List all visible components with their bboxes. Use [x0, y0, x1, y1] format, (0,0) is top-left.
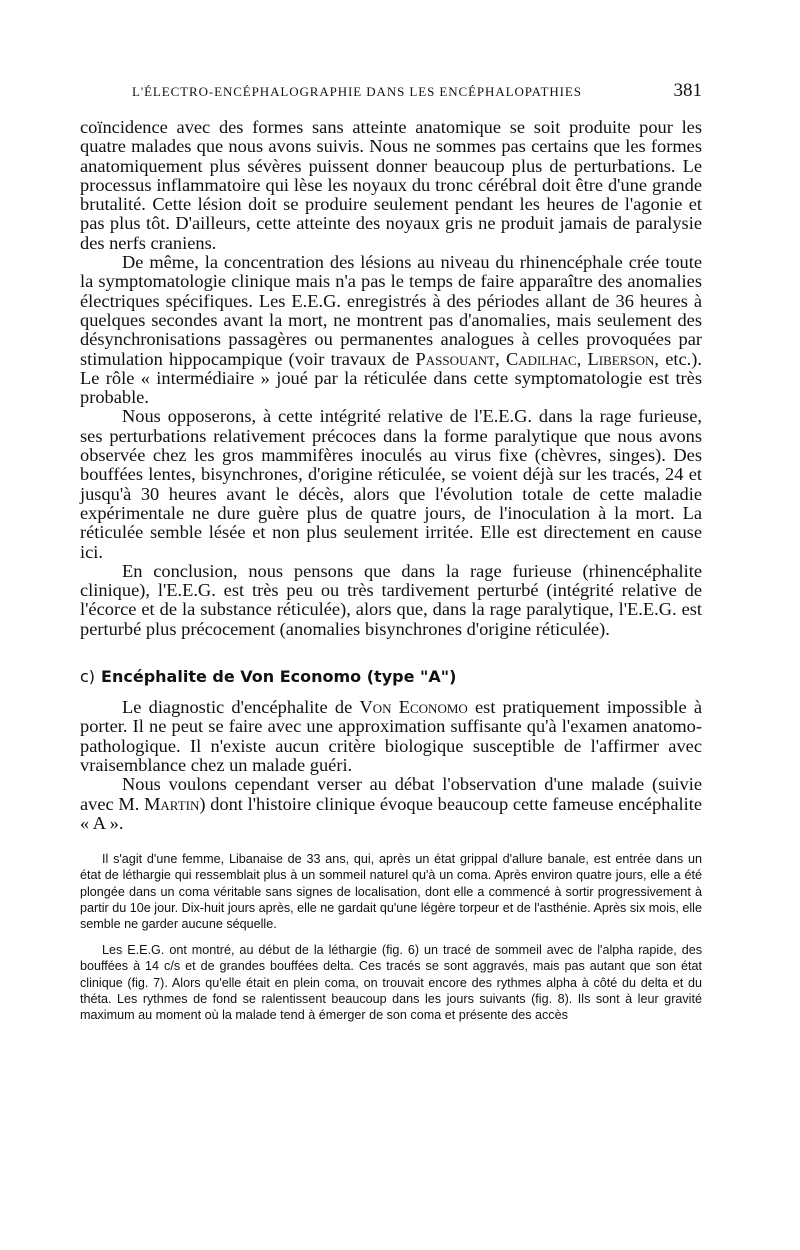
author-name: Martin	[144, 793, 200, 814]
author-name: Liberson	[587, 348, 655, 369]
running-header	[80, 80, 702, 102]
paragraph-rhinencephale	[80, 253, 702, 407]
paragraph-text: , etc.). Le rôle « intermédiaire » joué par la réticulée dans cette symptomatologie est très probable.	[80, 348, 702, 408]
section-label: c)	[80, 667, 96, 687]
paragraph-observation	[80, 775, 702, 833]
paragraph-continuation: coïncidence avec des formes sans atteinte anatomique se soit produite pour les quatre malades que nous avons suivis. Nous ne sommes pas certains que les formes anatomiquement plus sévères puissent donner beaucoup plus de perturbations. Le processus inflammatoire qui lèse les noyaux du tronc cérébral doit être d'une grande brutalité. Cette lésion doit se produire seulement pendant les heures de l'agonie et pas plus tôt. D'ailleurs, cette atteinte des noyaux gris ne produit jamais de paralysie des nerfs craniens.	[80, 117, 702, 253]
section-title: Encéphalite de Von Economo (type "A")	[101, 667, 457, 687]
running-title: L'ÉLECTRO-ENCÉPHALOGRAPHIE DANS LES ENCÉPHALOPATHIES	[132, 84, 582, 99]
paragraph-text: est pratiquement impossible à porter. Il ne peut se faire avec une approximation suffisante qu'à l'examen anatomo-pathologique. Il n'existe aucun critère biologique susceptible de l'affirmer avec vraisemblance chez un malade guéri.	[80, 697, 702, 775]
paragraph-text: De même, la concentration des lésions au niveau du rhinencéphale crée toute la symptomatologie clinique mais n'a pas le temps de faire apparaître des anomalies électriques spécifiques. Les E.E.G. enregistrés à des périodes allant de 36 heures à quelques secondes avant la mort, ne montrent pas d'anomalies, mais seulement des désynchronisations passagères ou permanentes analogues à celles provoquées par stimulation hippocampique (voir travaux de	[80, 252, 702, 369]
case-report-paragraph: Il s'agit d'une femme, Libanaise de 33 ans, qui, après un état grippal d'allure banale, est entrée dans un état de léthargie qui ressemblait plus à un sommeil naturel qu'à un coma. Après environ quatre jours, elle a été plongée dans un coma véritable sans signes de localisation, dont elle a commencé à sortir progressivement à partir du 10e jour. Dix-huit jours après, elle ne gardait qu'une légère torpeur et de l'asthénie. Après six mois, elle semble ne garder aucune séquelle.	[80, 852, 702, 931]
paragraph-diagnostic	[80, 698, 702, 775]
eeg-findings-paragraph: Les E.E.G. ont montré, au début de la léthargie (fig. 6) un tracé de sommeil avec de l'alpha rapide, des bouffées à 14 c/s et de grandes bouffées delta. Ces tracés se sont aggravés, mais pas autant que son état clinique (fig. 7). Alors qu'elle était en plein coma, on trouvait encore des rythmes alpha à côté du delta et du théta. Les rythmes de fond se ralentissent beaucoup dans les jours suivants (fig. 8). Ils sont à leur gravité maximum au moment où la malade tend à émerger de son coma et présente des accès	[80, 943, 702, 1022]
author-name: Von Economo	[359, 697, 468, 718]
paragraph-rage-paralytique: Nous opposerons, à cette intégrité relative de l'E.E.G. dans la rage furieuse, ses perturbations relativement précoces dans la forme paralytique que nous avons observée chez les gros mammifères inoculés au virus fixe (chèvres, singes). Des bouffées lentes, bisynchrones, d'origine réticulée, se voient déjà sur les tracés, 24 et jusqu'à 30 heures avant le décès, alors que l'évolution totale de cette maladie expérimentale ne dure guère plus de quatre jours, de l'inoculation à la mort. La réticulée semble lésée et non plus seulement irritée. Elle est directement en cause ici.	[80, 406, 702, 562]
paragraph-conclusion: En conclusion, nous pensons que dans la rage furieuse (rhinencéphalite clinique), l'E.E.G. est très peu ou très tardivement perturbé (intégrité relative de l'écorce et de la substance réticulée), alors que, dans la rage paralytique, l'E.E.G. est perturbé plus précocement (anomalies bisynchrones d'origine réticulée).	[80, 560, 702, 639]
paragraph-text: ) dont l'histoire clinique évoque beaucoup cette fameuse encéphalite « A ».	[80, 793, 702, 833]
page-number: 381	[673, 80, 702, 101]
separator: ,	[495, 348, 506, 369]
page	[80, 80, 702, 1023]
paragraph-text: Nous voulons cependant verser au débat l'observation d'une malade (suivie avec M.	[80, 774, 702, 814]
author-name: Cadilhac	[505, 348, 577, 369]
paragraph-text: Le diagnostic d'encéphalite de	[122, 697, 360, 718]
author-name: Passouant	[415, 348, 496, 369]
section-heading	[80, 667, 702, 686]
separator: ,	[576, 348, 588, 369]
